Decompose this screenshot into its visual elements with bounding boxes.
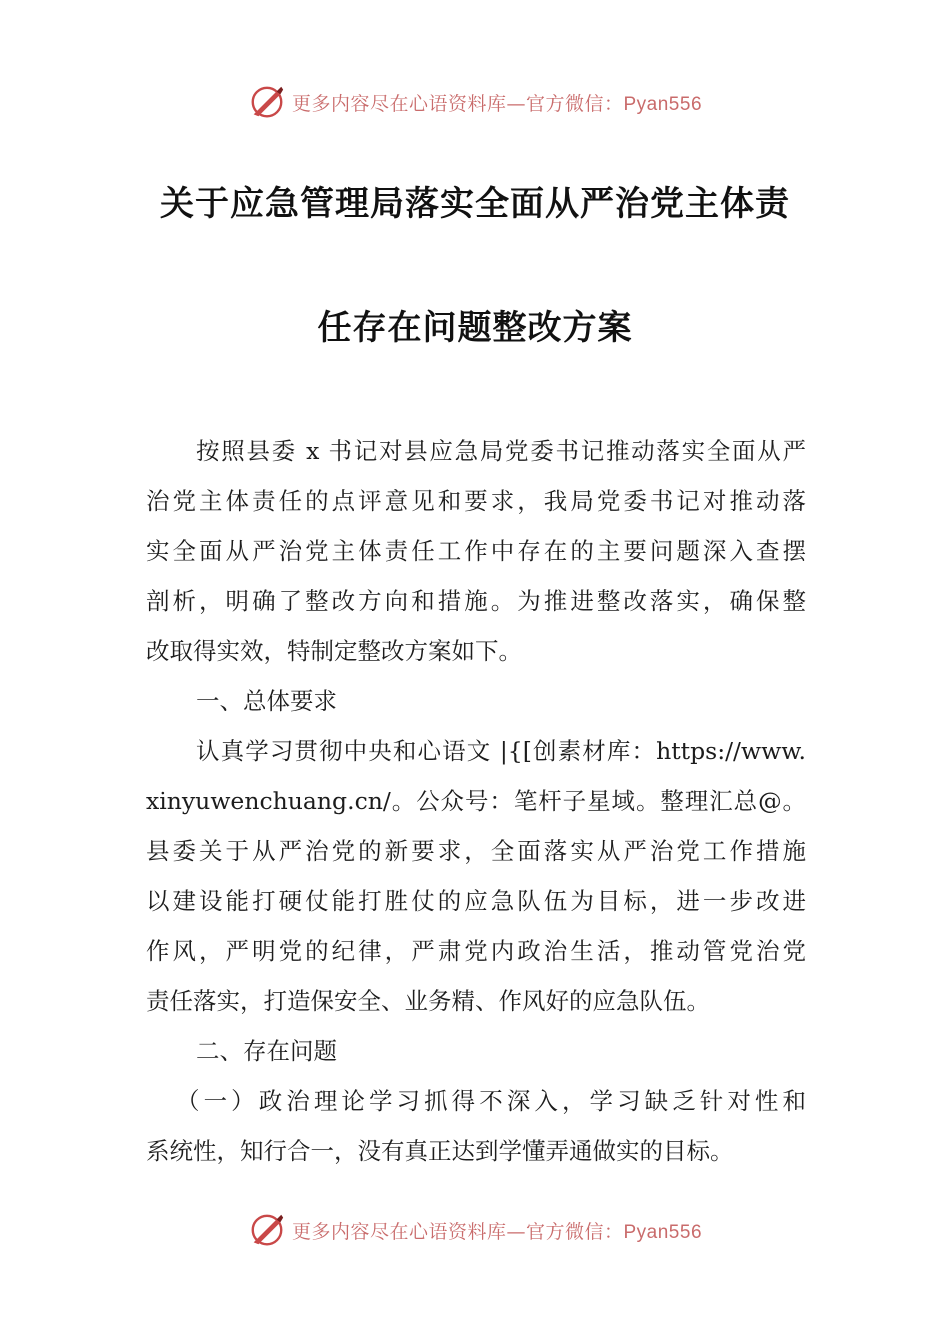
footer-banner-text xyxy=(292,1217,702,1244)
footer-watermark-banner xyxy=(0,1210,950,1250)
document-body xyxy=(146,426,806,1176)
header-wechat-id: Pyan556 xyxy=(623,93,703,115)
pen-logo-icon xyxy=(248,83,286,121)
footer-banner-label: 更多内容尽在心语资料库—官方微信： xyxy=(291,1220,624,1243)
document-title-line-2: 任存在问题整改方案 xyxy=(317,308,633,348)
body-line: 系统性，知行合一，没有真正达到学懂弄通做实的目标。 xyxy=(146,1137,734,1165)
body-line: 实全面从严治党主体责任工作中存在的主要问题深入查摆 xyxy=(146,537,806,565)
body-line: 剖析，明确了整改方向和措施。为推进整改落实，确保整 xyxy=(146,587,806,615)
body-line: 作风，严明党的纪律，严肃党内政治生活，推动管党治党 xyxy=(146,937,806,965)
body-line: 县委关于从严治党的新要求，全面落实从严治党工作措施 xyxy=(146,837,806,865)
section-heading-overall-requirements: 一、总体要求 xyxy=(196,687,337,715)
document-title-line-1: 关于应急管理局落实全面从严治党主体责 xyxy=(160,184,790,224)
body-line: 按照县委 x 书记对县应急局党委书记推动落实全面从严 xyxy=(196,437,806,465)
section-heading-existing-problems: 二、存在问题 xyxy=(196,1037,337,1065)
body-line: 治党主体责任的点评意见和要求，我局党委书记对推动落 xyxy=(146,487,806,515)
header-banner-label: 更多内容尽在心语资料库—官方微信： xyxy=(291,92,624,115)
footer-wechat-id: Pyan556 xyxy=(623,1221,703,1243)
body-line: 责任落实，打造保安全、业务精、作风好的应急队伍。 xyxy=(146,987,710,1015)
body-line: （一）政治理论学习抓得不深入，学习缺乏针对性和 xyxy=(176,1087,806,1115)
header-watermark-banner xyxy=(0,82,950,122)
body-line: 以建设能打硬仗能打胜仗的应急队伍为目标，进一步改进 xyxy=(146,887,806,915)
pen-logo-icon xyxy=(248,1211,286,1249)
body-line: xinyuwenchuang.cn/。公众号：笔杆子星域。整理汇总@。 xyxy=(146,787,806,815)
header-banner-text xyxy=(292,89,702,116)
body-line: 改取得实效，特制定整改方案如下。 xyxy=(146,637,522,665)
body-line: 认真学习贯彻中央和心语文 |{[创素材库：https://www. xyxy=(196,737,806,765)
